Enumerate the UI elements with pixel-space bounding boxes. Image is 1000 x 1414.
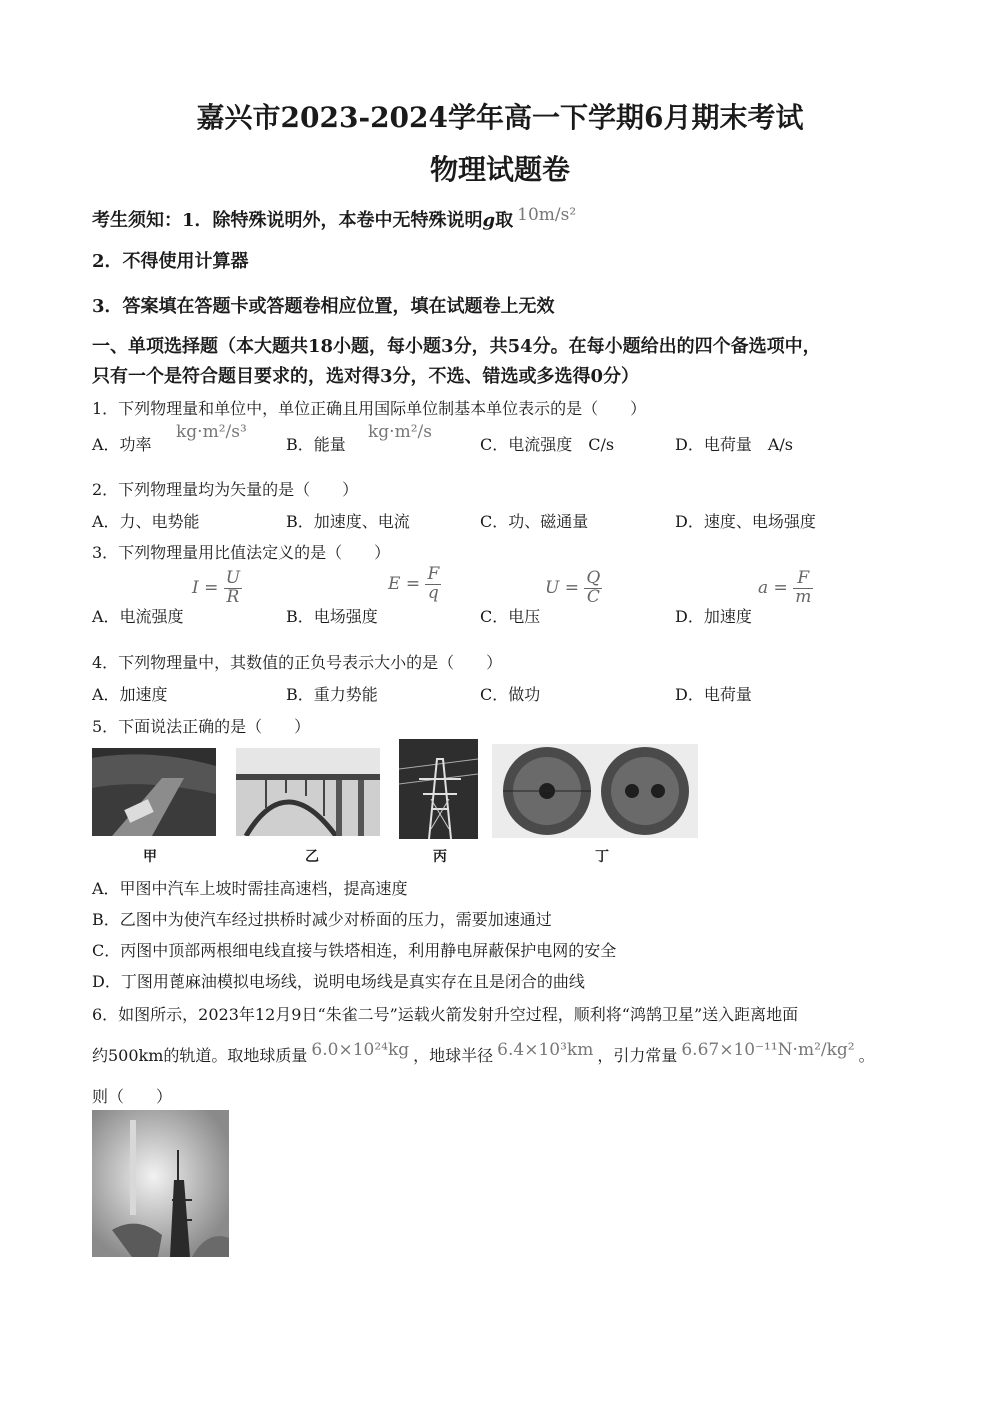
q6-earth-radius: 6.4×10³km: [497, 1040, 594, 1060]
q1-option-b: B．能量: [286, 435, 346, 454]
q6-line-2-b: ，地球半径: [413, 1046, 494, 1065]
q1-option-d: D．电荷量 A/s: [675, 435, 793, 454]
q4-stem: 4．下列物理量中，其数值的正负号表示大小的是（ ）: [92, 653, 503, 672]
q1-a-label: A．功率: [92, 435, 152, 454]
q3-option-d: D．加速度: [675, 607, 752, 626]
q5-option-b: B．乙图中为使汽车经过拱桥时减少对桥面的压力，需要加速通过: [92, 910, 552, 929]
q4-option-b: B．重力势能: [286, 685, 378, 704]
q3-option-a: A．电流强度: [92, 607, 184, 626]
figure-jia-car-uphill: [92, 748, 216, 836]
notice-g-value: 10m/s²: [517, 205, 577, 225]
q3-stem: 3．下列物理量用比值法定义的是（ ）: [92, 543, 391, 562]
figure-ding-field-lines: [492, 744, 698, 838]
q4-option-d: D．电荷量: [675, 685, 752, 704]
figure-rocket-launch: [92, 1110, 229, 1257]
notice-g-symbol: g: [482, 210, 496, 231]
q6-line-2-a: 约500km的轨道。取地球质量: [92, 1046, 308, 1065]
q5-stem: 5．下面说法正确的是（ ）: [92, 717, 311, 736]
q5-option-a: A．甲图中汽车上坡时需挂高速档，提高速度: [92, 879, 408, 898]
q6-gravitational-constant: 6.67×10⁻¹¹N·m²/kg²: [681, 1040, 855, 1060]
q3-b-formula: [388, 566, 441, 603]
q1-a-unit: kg·m²/s³: [176, 422, 247, 442]
q6-line-3: 则（ ）: [92, 1087, 173, 1106]
q3-a-num: U: [225, 568, 241, 588]
section-heading-line-2: 只有一个是符合题目要求的，选对得3分，不选、错选或多选得0分）: [92, 366, 640, 387]
notice-line-3: 3．答案填在答题卡或答题卷相应位置，填在试题卷上无效: [92, 296, 555, 317]
q3-d-den: m: [795, 586, 812, 607]
q3-c-lhs: U =: [545, 577, 579, 598]
q3-a-den: R: [226, 586, 240, 607]
figure-ding-caption: 丁: [595, 849, 609, 865]
q6-earth-mass: 6.0×10²⁴kg: [311, 1040, 410, 1060]
q5-option-d: D．丁图用蓖麻油模拟电场线，说明电场线是真实存在且是闭合的曲线: [92, 972, 585, 991]
notice-line-2: 2．不得使用计算器: [92, 251, 249, 272]
figure-bing-power-tower: [399, 739, 478, 839]
q6-line-2: [92, 1040, 875, 1066]
q2-option-c: C．功、磁通量: [480, 512, 589, 531]
q3-a-formula: [192, 570, 242, 607]
q1-b-unit: kg·m²/s: [368, 422, 432, 442]
q3-b-den: q: [427, 582, 439, 603]
section-heading-line-1: 一、单项选择题（本大题共18小题，每小题3分，共54分。在每小题给出的四个备选项中，: [92, 336, 821, 357]
q3-c-formula: [545, 570, 602, 607]
q2-stem: 2．下列物理量均为矢量的是（ ）: [92, 480, 359, 499]
q2-option-b: B．加速度、电流: [286, 512, 410, 531]
figure-jia-caption: 甲: [143, 849, 157, 865]
q3-a-lhs: I =: [192, 577, 219, 598]
figure-yi-arch-bridge: [236, 748, 380, 836]
q6-line-1: 6．如图所示，2023年12月9日“朱雀二号”运载火箭发射升空过程，顺利将“鸿鹄卫星”送入距离地面: [92, 1005, 799, 1024]
q3-b-num: F: [427, 564, 440, 584]
q3-d-formula: [758, 570, 813, 607]
figure-bing-caption: 丙: [433, 849, 447, 865]
q3-d-lhs: a =: [758, 577, 788, 598]
q3-option-b: B．电场强度: [286, 607, 378, 626]
figure-yi-caption: 乙: [305, 849, 319, 865]
notice-line-1: [92, 205, 576, 232]
q4-option-c: C．做功: [480, 685, 541, 704]
q3-option-c: C．电压: [480, 607, 541, 626]
q2-option-a: A．力、电势能: [92, 512, 200, 531]
q4-option-a: A．加速度: [92, 685, 168, 704]
q5-option-c: C．丙图中顶部两根细电线直接与铁塔相连，利用静电屏蔽保护电网的安全: [92, 941, 617, 960]
q6-line-2-d: 。: [858, 1046, 875, 1065]
q6-line-2-c: ，引力常量: [597, 1046, 678, 1065]
q1-option-c: C．电流强度 C/s: [480, 435, 615, 454]
notice-line-1-text: 考生须知：1．除特殊说明外，本卷中无特殊说明: [92, 210, 483, 231]
q3-c-den: C: [586, 586, 600, 607]
q1-option-a: [92, 432, 152, 455]
notice-take: 取: [495, 210, 514, 231]
q3-d-num: F: [793, 570, 813, 589]
q3-b-lhs: E =: [388, 573, 421, 594]
q1-stem: 1．下列物理量和单位中，单位正确且用国际单位制基本单位表示的是（ ）: [92, 399, 647, 418]
q3-c-num: Q: [586, 568, 601, 588]
page-subtitle: 物理试题卷: [429, 153, 570, 186]
q2-option-d: D．速度、电场强度: [675, 512, 816, 531]
page-title: 嘉兴市2023-2024学年高一下学期6月期末考试: [196, 101, 804, 134]
